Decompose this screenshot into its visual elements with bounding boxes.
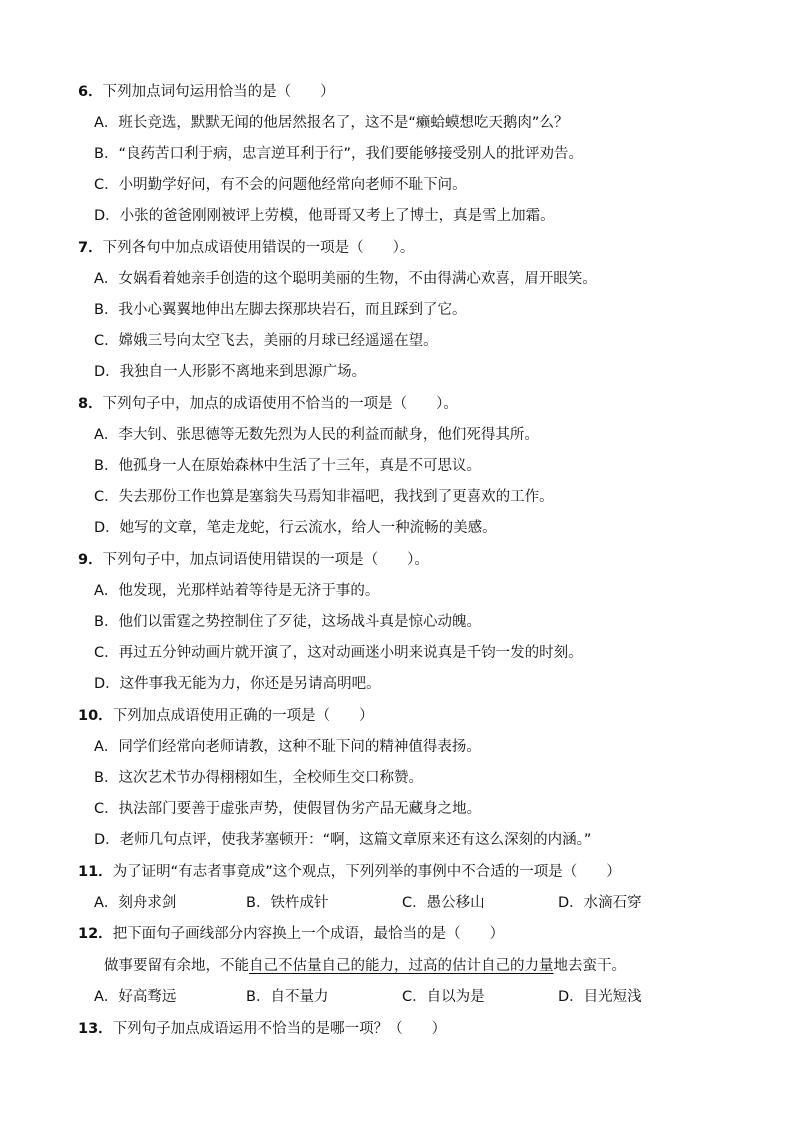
- question-7-option-d: D．我独自一人形影不离地来到思源广场。: [94, 364, 367, 380]
- question-number: 10．: [78, 708, 113, 724]
- question-7-option-c: C．嫦娥三号向太空飞去，美丽的月球已经遥遥在望。: [94, 333, 438, 349]
- question-11-option-b: B．铁杵成针: [246, 895, 329, 911]
- question-9-stem: [78, 550, 429, 570]
- question-text: 下列句子加点成语运用不恰当的是哪一项？（ ）: [112, 1021, 447, 1037]
- underlined-phrase: 自己不估量自己的能力，过高的估计自己的力量: [249, 958, 554, 974]
- question-9-option-d: D．这件事我无能为力，你还是另请高明吧。: [94, 676, 381, 692]
- question-8-stem: [78, 394, 458, 414]
- question-8-option-a: A．李大钊、张思德等无数先烈为人民的利益而献身，他们死得其所。: [94, 427, 539, 443]
- question-text: 下列加点成语使用正确的一项是（ ）: [112, 708, 374, 724]
- sentence-prefix: 做事要留有余地，不能: [104, 958, 249, 974]
- question-11-option-a: A．刻舟求剑: [94, 895, 177, 911]
- question-6-option-b: B．“良药苦口利于病，忠言逆耳利于行”，我们要能够接受别人的批评劝告。: [94, 146, 583, 162]
- question-number: 6．: [78, 84, 103, 100]
- question-13-stem: [78, 1019, 446, 1039]
- question-text: 下列各句中加点成语使用错误的一项是（ ）。: [102, 240, 415, 256]
- question-number: 11．: [78, 864, 113, 880]
- question-6-option-a: A．班长竞选，默默无闻的他居然报名了，这不是“癞蛤蟆想吃天鹅肉”么？: [94, 115, 569, 131]
- question-12-sentence: [104, 956, 626, 976]
- question-11-stem: [78, 862, 621, 882]
- question-text: 为了证明“有志者事竟成”这个观点，下列列举的事例中不合适的一项是（ ）: [112, 864, 621, 880]
- question-8-option-b: B．他孤身一人在原始森林中生活了十三年，真是不可思议。: [94, 458, 481, 474]
- question-9-option-a: A．他发现，光那样站着等待是无济于事的。: [94, 583, 380, 599]
- question-text: 把下面句子画线部分内容换上一个成语，最恰当的是（ ）: [112, 926, 505, 942]
- question-12-option-b: B．自不量力: [246, 989, 329, 1005]
- question-text: 下列加点词句运用恰当的是（ ）: [102, 84, 335, 100]
- question-number: 12．: [78, 926, 113, 942]
- question-text: 下列句子中，加点的成语使用不恰当的一项是（ ）。: [102, 396, 458, 412]
- question-10-stem: [78, 706, 374, 726]
- question-10-option-c: C．执法部门要善于虚张声势，使假冒伪劣产品无藏身之地。: [94, 801, 482, 817]
- question-11-option-d: D．水滴石穿: [558, 895, 642, 911]
- question-9-option-c: C．再过五分钟动画片就开演了，这对动画迷小明来说真是千钧一发的时刻。: [94, 645, 583, 661]
- question-11-option-c: C．愚公移山: [402, 895, 485, 911]
- question-9-option-b: B．他们以雷霆之势控制住了歹徒，这场战斗真是惊心动魄。: [94, 614, 481, 630]
- question-8-option-c: C．失去那份工作也算是塞翁失马焉知非福吧，我找到了更喜欢的工作。: [94, 489, 554, 505]
- sentence-suffix: 地去蛮干。: [553, 958, 626, 974]
- question-10-option-b: B．这次艺术节办得栩栩如生，全校师生交口称赞。: [94, 770, 423, 786]
- question-10-option-a: A．同学们经常向老师请教，这种不耻下问的精神值得表扬。: [94, 739, 481, 755]
- question-number: 9．: [78, 552, 103, 568]
- question-7-option-b: B．我小心翼翼地伸出左脚去探那块岩石，而且踩到了它。: [94, 302, 467, 318]
- question-text: 下列句子中，加点词语使用错误的一项是（ ）。: [102, 552, 429, 568]
- question-8-option-d: D．她写的文章，笔走龙蛇，行云流水，给人一种流畅的美感。: [94, 520, 497, 536]
- question-6-option-d: D．小张的爸爸刚刚被评上劳模，他哥哥又考上了博士，真是雪上加霜。: [94, 208, 555, 224]
- question-6-stem: [78, 82, 335, 102]
- question-6-option-c: C．小明勤学好问，有不会的问题他经常向老师不耻下问。: [94, 177, 467, 193]
- question-7-stem: [78, 238, 414, 258]
- question-12-option-c: C．自以为是: [402, 989, 485, 1005]
- question-10-option-d: D．老师几句点评，使我茅塞顿开：“啊，这篇文章原来还有这么深刻的内涵。”: [94, 832, 592, 848]
- question-12-option-a: A．好高骛远: [94, 989, 177, 1005]
- question-number: 8．: [78, 396, 103, 412]
- question-number: 13．: [78, 1021, 113, 1037]
- question-12-stem: [78, 924, 504, 944]
- question-number: 7．: [78, 240, 103, 256]
- question-7-option-a: A．女娲看着她亲手创造的这个聪明美丽的生物，不由得满心欢喜，眉开眼笑。: [94, 271, 597, 287]
- question-12-option-d: D．目光短浅: [558, 989, 642, 1005]
